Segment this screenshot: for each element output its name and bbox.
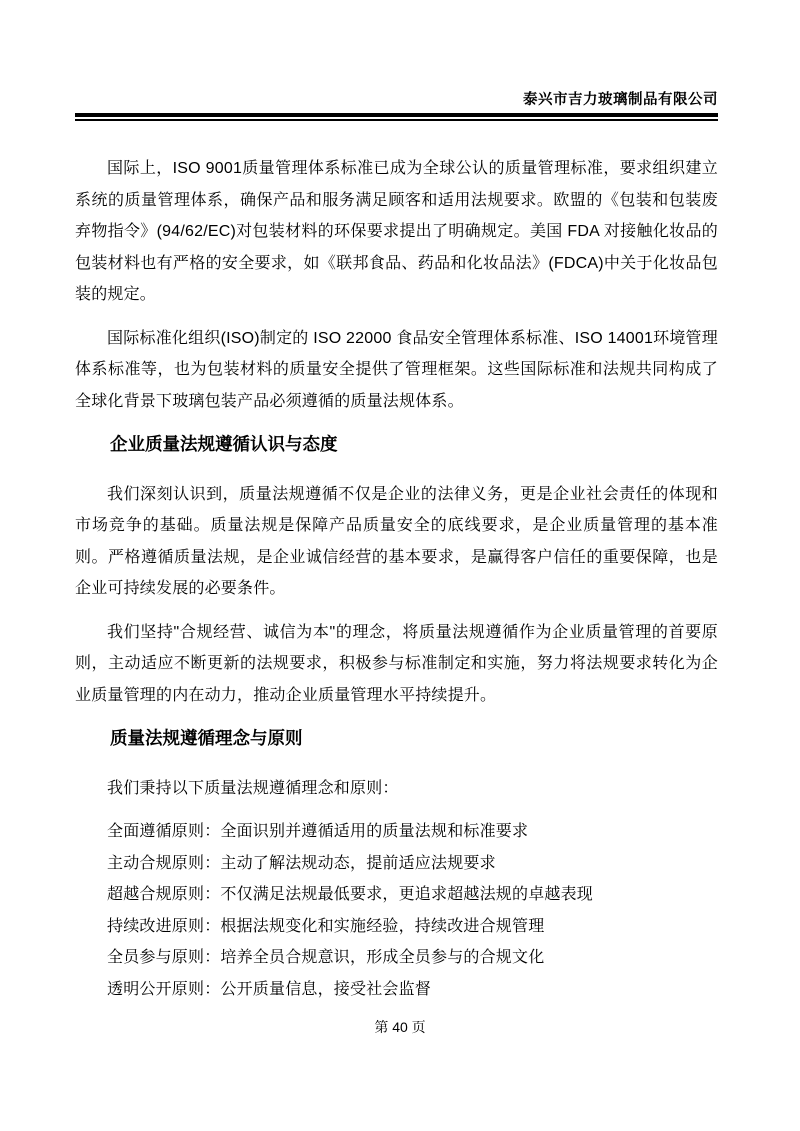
section-heading-principles: 质量法规遵循理念与原则: [110, 728, 303, 748]
document-body: [75, 153, 718, 1005]
principles-list: [75, 816, 718, 1005]
section-heading-compliance-attitude: 企业质量法规遵循认识与态度: [110, 434, 338, 454]
page-header: [75, 0, 718, 121]
page-number: 第 40 页: [374, 1019, 426, 1035]
company-name: 泰兴市吉力玻璃制品有限公司: [523, 92, 718, 108]
principle-item-comprehensive: 全面遵循原则：全面识别并遵循适用的质量法规和标准要求: [107, 823, 529, 840]
paragraph-principles-intro: 我们秉持以下质量法规遵循理念和原则：: [107, 779, 399, 797]
paragraph-iso-framework: 国际标准化组织(ISO)制定的 ISO 22000 食品安全管理体系标准、ISO 14001环境管理体系标准等，也为包装材料的质量安全提供了管理框架。这些国际标准和法规共同构成了全球化背景下玻璃包装产品必须遵循的质量法规体系。: [75, 329, 718, 410]
principle-item-proactive: 主动合规原则：主动了解法规动态，提前适应法规要求: [107, 854, 496, 872]
paragraph-compliance-philosophy: 我们坚持"合规经营、诚信为本"的理念，将质量法规遵循作为企业质量管理的首要原则，主动适应不断更新的法规要求，积极参与标准制定和实施，努力将法规要求转化为企业质量管理的内在动力，推动企业质量管理水平持续提升。: [75, 623, 718, 704]
paragraph-international-standards: 国际上，ISO 9001质量管理体系标准已成为全球公认的质量管理标准，要求组织建立系统的质量管理体系，确保产品和服务满足顾客和适用法规要求。欧盟的《包装和包装废弃物指令》(94/62/EC)对包装材料的环保要求提出了明确规定。美国 FDA 对接触化妆品的包装材料也有严格的安全要求，如《联邦食品、药品和化妆品法》(FDCA)中关于化妆品包装的规定。: [75, 160, 718, 303]
principle-item-beyond-compliance: 超越合规原则：不仅满足法规最低要求，更追求超越法规的卓越表现: [107, 886, 594, 903]
principle-item-full-participation: 全员参与原则：培养全员合规意识，形成全员参与的合规文化: [107, 949, 545, 966]
paragraph-compliance-recognition: 我们深刻认识到，质量法规遵循不仅是企业的法律义务，更是企业社会责任的体现和市场竞争的基础。质量法规是保障产品质量安全的底线要求，是企业质量管理的基本准则。严格遵循质量法规，是企业诚信经营的基本要求，是赢得客户信任的重要保障，也是企业可持续发展的必要条件。: [75, 485, 718, 597]
principle-item-transparency: 透明公开原则：公开质量信息，接受社会监督: [107, 980, 432, 998]
page-footer: [0, 1017, 800, 1037]
principle-item-continuous-improvement: 持续改进原则：根据法规变化和实施经验，持续改进合规管理: [107, 917, 545, 935]
header-divider-rule: [75, 113, 718, 121]
